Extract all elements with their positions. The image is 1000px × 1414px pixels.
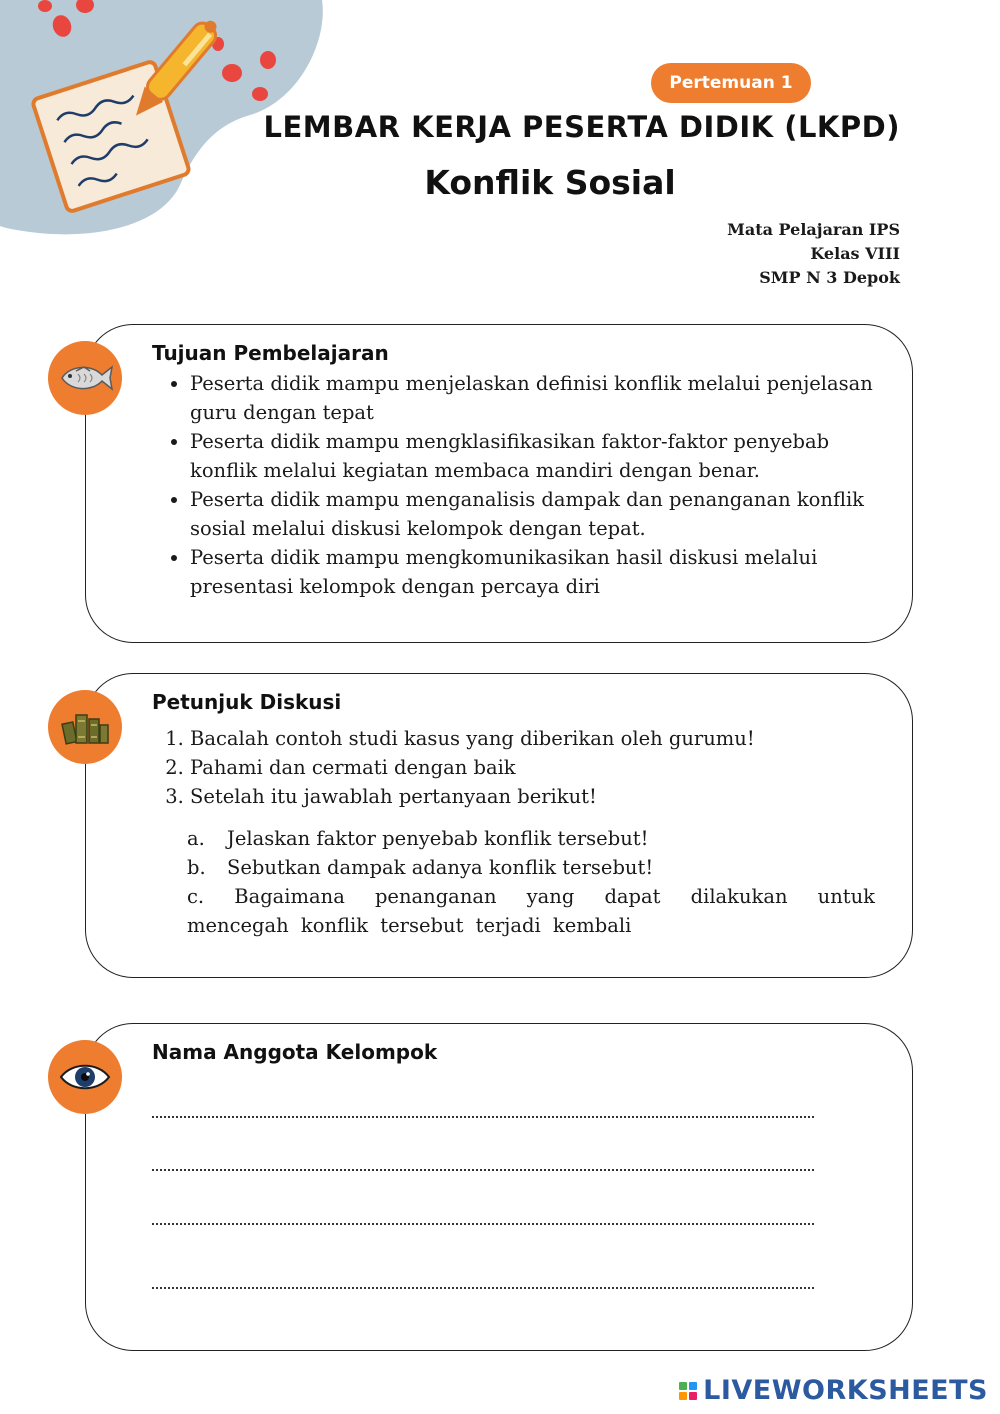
list-item: • Peserta didik mampu mengklasifikasikan faktor-faktor penyebab konflik melalui kegiatan membaca mandiri dengan benar.	[190, 427, 900, 485]
learning-goals-card	[85, 324, 913, 643]
course-school: SMP N 3 Depok	[759, 268, 900, 287]
member-name-line-4[interactable]	[152, 1287, 814, 1289]
petal-4	[222, 64, 242, 82]
course-info	[727, 218, 900, 290]
discussion-steps	[170, 724, 880, 811]
eye-icon	[48, 1040, 122, 1114]
question-text: Bagaimana penanganan yang dapat dilakukan untuk mencegah konflik tersebut terjadi kembali	[187, 885, 875, 937]
list-item: • Peserta didik mampu mengkomunikasikan hasil diskusi melalui presentasi kelompok dengan percaya diri	[190, 543, 900, 601]
fish-icon	[48, 341, 122, 415]
question-letter: a.	[187, 827, 205, 850]
page-title: LEMBAR KERJA PESERTA DIDIK (LKPD)	[263, 110, 900, 144]
discussion-guide-card	[85, 673, 913, 978]
member-name-line-3[interactable]	[152, 1223, 814, 1225]
liveworksheets-logo[interactable]	[679, 1375, 988, 1406]
learning-goals-list	[164, 369, 900, 601]
liveworksheets-icon	[679, 1382, 697, 1400]
list-item: • Peserta didik mampu menjelaskan definisi konflik melalui penjelasan guru dengan tepat	[190, 369, 900, 427]
course-class: Kelas VIII	[810, 244, 900, 263]
course-subject: Mata Pelajaran IPS	[727, 220, 900, 239]
group-members-heading: Nama Anggota Kelompok	[152, 1040, 438, 1064]
member-name-line-1[interactable]	[152, 1116, 814, 1118]
discussion-guide-heading: Petunjuk Diskusi	[152, 690, 342, 714]
brand-name: LIVEWORKSHEETS	[703, 1375, 988, 1406]
list-item: 2. Pahami dan cermati dengan baik	[190, 753, 880, 782]
question-text: Sebutkan dampak adanya konflik tersebut!	[227, 856, 654, 879]
question-letter: c.	[187, 885, 205, 908]
member-name-line-2[interactable]	[152, 1169, 814, 1171]
list-item: 1. Bacalah contoh studi kasus yang diberikan oleh gurumu!	[190, 724, 880, 753]
question-c	[187, 882, 875, 940]
petal-6	[252, 87, 268, 101]
question-text: Jelaskan faktor penyebab konflik tersebut!	[227, 827, 649, 850]
petal-5	[260, 51, 276, 69]
list-item: • Peserta didik mampu menganalisis dampak dan penanganan konflik sosial melalui diskusi kelompok dengan tepat.	[190, 485, 900, 543]
group-members-card	[85, 1023, 913, 1351]
learning-goals-heading: Tujuan Pembelajaran	[152, 341, 389, 365]
question-a	[187, 824, 875, 853]
question-letter: b.	[187, 856, 206, 879]
page-subtitle: Konflik Sosial	[424, 163, 676, 202]
books-icon	[48, 690, 122, 764]
question-b	[187, 853, 875, 882]
petal-3	[38, 0, 52, 12]
list-item: 3. Setelah itu jawablah pertanyaan berikut!	[190, 782, 880, 811]
meeting-badge: Pertemuan 1	[651, 63, 811, 103]
